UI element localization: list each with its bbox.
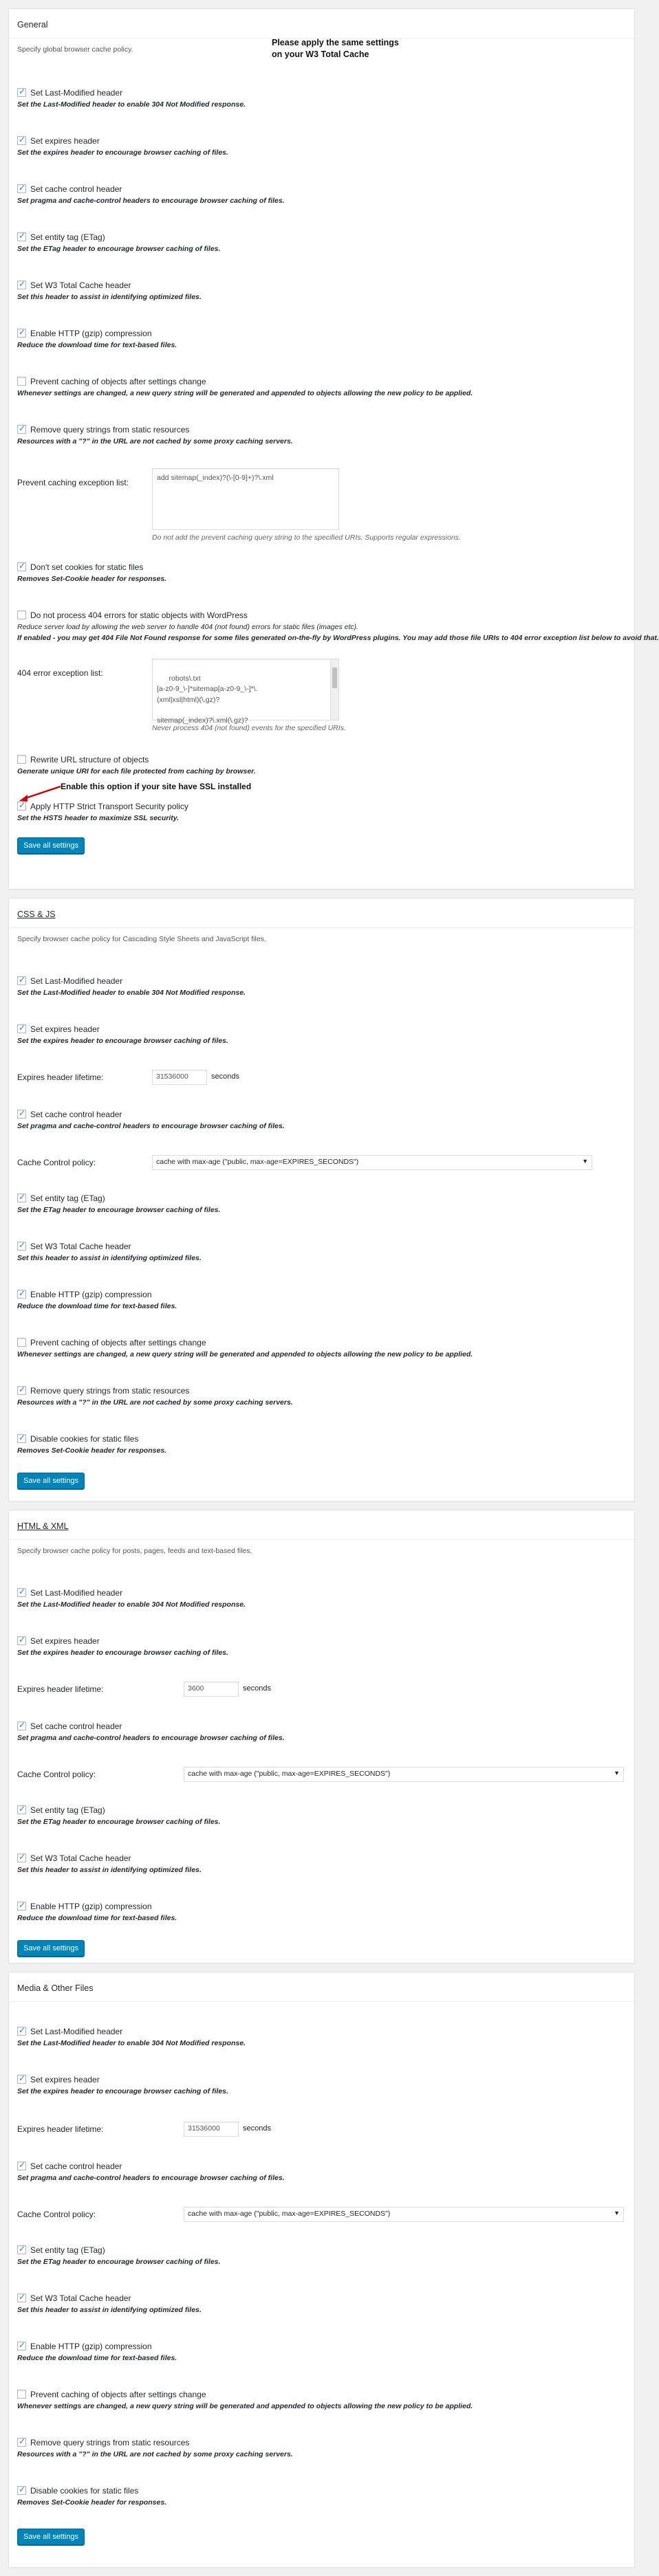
cssjs-prevent-caching-option (17, 1338, 626, 1358)
htmlxml-w3tc-checkbox[interactable] (17, 1853, 26, 1862)
cssjs-policy-label: Cache Control policy: (17, 1158, 96, 1167)
remove-query-label: Remove query strings from static resources (30, 425, 190, 434)
cssjs-cache-control-checkbox[interactable] (17, 1110, 26, 1119)
cache-control-label: Set cache control header (30, 184, 122, 194)
media-last-modified-hint: Set the Last-Modified header to enable 304 Not Modified response. (17, 2039, 246, 2047)
gzip-checkbox[interactable] (17, 329, 26, 338)
cssjs-prevent-caching-checkbox[interactable] (17, 1338, 26, 1347)
rewrite-url-label: Rewrite URL structure of objects (30, 755, 149, 764)
media-w3tc-hint: Set this header to assist in identifying optimized files. (17, 2306, 202, 2314)
htmlxml-policy-value: cache with max-age ("public, max-age=EXPIRES_SECONDS") (188, 1770, 391, 1778)
w3tc-header-option (17, 280, 626, 301)
media-w3tc-label: Set W3 Total Cache header (30, 2293, 131, 2303)
panel-title-htmlxml-text: HTML & XML (17, 1521, 69, 1531)
media-policy-select[interactable] (184, 2207, 624, 2222)
cssjs-cache-control-hint: Set pragma and cache-control headers to encourage browser caching of files. (17, 1122, 285, 1130)
media-cache-control-label: Set cache control header (30, 2161, 122, 2171)
htmlxml-etag-label: Set entity tag (ETag) (30, 1805, 105, 1815)
cssjs-w3tc-checkbox[interactable] (17, 1242, 26, 1251)
cssjs-policy-select[interactable] (152, 1155, 592, 1170)
media-policy-value: cache with max-age ("public, max-age=EXPIRES_SECONDS") (188, 2210, 391, 2218)
annotation-apply-settings: Please apply the same settings on your W3 Total Cache (272, 38, 399, 59)
w3tc-header-label: Set W3 Total Cache header (30, 280, 131, 290)
media-cache-control-option (17, 2161, 626, 2182)
cssjs-expires-option (17, 1024, 626, 1045)
exception-list-label: Prevent caching exception list: (17, 478, 129, 487)
media-gzip-checkbox[interactable] (17, 2342, 26, 2351)
panel-title-cssjs-text: CSS & JS (17, 910, 56, 919)
hsts-option (17, 802, 626, 822)
no-cookies-label: Don't set cookies for static files (30, 562, 144, 572)
media-prevent-caching-option (17, 2390, 626, 2410)
cssjs-expires-label: Set expires header (30, 1024, 100, 1034)
save-settings-button-cssjs[interactable]: Save all settings (17, 1473, 85, 1489)
cssjs-etag-checkbox[interactable] (17, 1193, 26, 1202)
cssjs-panel (8, 898, 635, 1501)
media-remove-query-label: Remove query strings from static resources (30, 2438, 190, 2447)
htmlxml-w3tc-hint: Set this header to assist in identifying optimized files. (17, 1866, 202, 1874)
media-prevent-caching-checkbox[interactable] (17, 2390, 26, 2399)
htmlxml-last-modified-hint: Set the Last-Modified header to enable 304 Not Modified response. (17, 1600, 246, 1609)
htmlxml-expires-label: Set expires header (30, 1636, 100, 1646)
cssjs-remove-query-checkbox[interactable] (17, 1386, 26, 1395)
error-list-note: Never process 404 (not found) events for the specified URIs. (152, 724, 346, 732)
no-404-hint-2: If enabled - you may get 404 File Not Found response for some files generated on-the-fly by WordPress plugins. You may add those file URIs to 404 error exception list below to avoid that. (17, 634, 659, 642)
media-remove-query-checkbox[interactable] (17, 2438, 26, 2447)
media-etag-option (17, 2245, 626, 2266)
media-remove-query-hint: Resources with a "?" in the URL are not cached by some proxy caching servers. (17, 2450, 293, 2458)
cssjs-last-modified-checkbox[interactable] (17, 976, 26, 985)
rewrite-url-checkbox[interactable] (17, 755, 26, 764)
media-expires-option (17, 2075, 626, 2095)
no-404-hint-1: Reduce server load by allowing the web server to handle 404 (not found) errors for static files (images etc). (17, 623, 359, 631)
htmlxml-body (9, 1547, 634, 1952)
error-list-scroll-thumb[interactable] (332, 668, 337, 688)
last-modified-checkbox[interactable] (17, 88, 26, 97)
cssjs-etag-hint: Set the ETag header to encourage browser caching of files. (17, 1206, 221, 1214)
save-settings-button-htmlxml[interactable]: Save all settings (17, 1940, 85, 1957)
htmlxml-lifetime-label: Expires header lifetime: (17, 1684, 104, 1694)
annotation-ssl: Enable this option if your site have SSL installed (61, 782, 252, 791)
cssjs-prevent-caching-label: Prevent caching of objects after settings change (30, 1338, 206, 1347)
rewrite-url-option (17, 755, 626, 775)
cssjs-last-modified-label: Set Last-Modified header (30, 976, 123, 986)
cssjs-policy-value: cache with max-age ("public, max-age=EXPIRES_SECONDS") (156, 1158, 359, 1166)
save-settings-button-general[interactable]: Save all settings (17, 837, 85, 854)
htmlxml-cache-control-option (17, 1721, 626, 1742)
htmlxml-cache-control-checkbox[interactable] (17, 1721, 26, 1730)
cssjs-cookies-option (17, 1434, 626, 1455)
media-expires-label: Set expires header (30, 2075, 100, 2084)
cssjs-cache-control-label: Set cache control header (30, 1110, 122, 1119)
htmlxml-w3tc-label: Set W3 Total Cache header (30, 1853, 131, 1863)
cssjs-expires-checkbox[interactable] (17, 1024, 26, 1033)
cssjs-remove-query-option (17, 1386, 626, 1407)
htmlxml-expires-option (17, 1636, 626, 1657)
cssjs-cookies-label: Disable cookies for static files (30, 1434, 139, 1444)
media-w3tc-option (17, 2293, 626, 2314)
last-modified-hint: Set the Last-Modified header to enable 304 Not Modified response. (17, 100, 246, 109)
gzip-option (17, 329, 626, 349)
cssjs-lifetime-label: Expires header lifetime: (17, 1072, 104, 1082)
no-404-label: Do not process 404 errors for static objects with WordPress (30, 610, 248, 620)
chevron-down-icon: ▼ (614, 1770, 620, 1776)
htmlxml-last-modified-checkbox[interactable] (17, 1588, 26, 1597)
remove-query-hint: Resources with a "?" in the URL are not cached by some proxy caching servers. (17, 437, 293, 445)
error-list-scrollbar[interactable] (330, 659, 338, 720)
rewrite-url-hint: Generate unique URI for each file protected from caching by browser. (17, 767, 256, 775)
media-policy-label: Cache Control policy: (17, 2210, 96, 2219)
htmlxml-last-modified-option (17, 1588, 626, 1609)
cache-control-hint: Set pragma and cache-control headers to encourage browser caching of files. (17, 197, 285, 205)
cssjs-remove-query-label: Remove query strings from static resources (30, 1386, 190, 1396)
cssjs-cookies-checkbox[interactable] (17, 1434, 26, 1443)
prevent-caching-option (17, 377, 626, 397)
exception-list-note: Do not add the prevent caching query string to the specified URIs. Supports regular expressions. (152, 533, 461, 542)
media-last-modified-option (17, 2027, 626, 2047)
cache-control-option (17, 184, 626, 205)
cssjs-w3tc-hint: Set this header to assist in identifying optimized files. (17, 1254, 202, 1262)
cssjs-cookies-hint: Removes Set-Cookie header for responses. (17, 1446, 167, 1455)
htmlxml-gzip-option (17, 1902, 626, 1922)
expires-option (17, 136, 626, 157)
expires-label: Set expires header (30, 136, 100, 146)
error-list-value: robots\.txt [a-z0-9_\-]*sitemap[a-z0-9_\-]*\. (xml|xsl|html)(\.gz)? sitemap(_index)?\.xml(\.gz)? (157, 674, 258, 725)
prevent-caching-checkbox[interactable] (17, 377, 26, 386)
media-last-modified-checkbox[interactable] (17, 2027, 26, 2036)
etag-option (17, 232, 626, 253)
cssjs-cache-control-option (17, 1110, 626, 1130)
prevent-caching-hint: Whenever settings are changed, a new query string will be generated and appended to objects allowing the new policy to be applied. (17, 389, 473, 397)
htmlxml-panel (8, 1510, 635, 1963)
media-lifetime-input[interactable]: 31536000 (184, 2122, 239, 2137)
cssjs-remove-query-hint: Resources with a "?" in the URL are not cached by some proxy caching servers. (17, 1398, 293, 1407)
htmlxml-w3tc-option (17, 1853, 626, 1874)
remove-query-option (17, 425, 626, 445)
htmlxml-expires-hint: Set the expires header to encourage browser caching of files. (17, 1649, 228, 1657)
cssjs-gzip-checkbox[interactable] (17, 1290, 26, 1299)
cssjs-etag-label: Set entity tag (ETag) (30, 1193, 105, 1203)
general-description: Specify global browser cache policy. (17, 45, 133, 54)
media-w3tc-checkbox[interactable] (17, 2293, 26, 2302)
error-list-label: 404 error exception list: (17, 668, 103, 678)
cssjs-etag-option (17, 1193, 626, 1214)
media-etag-hint: Set the ETag header to encourage browser caching of files. (17, 2258, 221, 2266)
media-cookies-option (17, 2486, 626, 2507)
expires-hint: Set the expires header to encourage browser caching of files. (17, 148, 228, 157)
cssjs-w3tc-label: Set W3 Total Cache header (30, 1242, 131, 1251)
htmlxml-description: Specify browser cache policy for posts, pages, feeds and text-based files. (17, 1547, 252, 1555)
gzip-label: Enable HTTP (gzip) compression (30, 329, 152, 338)
no-404-checkbox[interactable] (17, 610, 26, 619)
htmlxml-last-modified-label: Set Last-Modified header (30, 1588, 123, 1598)
no-cookies-checkbox[interactable] (17, 562, 26, 571)
prevent-caching-label: Prevent caching of objects after settings change (30, 377, 206, 386)
cssjs-last-modified-option (17, 976, 626, 997)
cssjs-seconds-label: seconds (211, 1072, 239, 1081)
cssjs-description: Specify browser cache policy for Cascading Style Sheets and JavaScript files. (17, 935, 266, 943)
cssjs-gzip-hint: Reduce the download time for text-based files. (17, 1302, 177, 1310)
chevron-down-icon: ▼ (614, 2210, 620, 2216)
media-cache-control-checkbox[interactable] (17, 2161, 26, 2170)
htmlxml-gzip-label: Enable HTTP (gzip) compression (30, 1902, 152, 1911)
htmlxml-etag-checkbox[interactable] (17, 1805, 26, 1814)
media-panel (8, 1972, 635, 2568)
htmlxml-policy-select[interactable] (184, 1767, 624, 1782)
htmlxml-etag-hint: Set the ETag header to encourage browser caching of files. (17, 1818, 221, 1826)
media-prevent-caching-label: Prevent caching of objects after settings change (30, 2390, 206, 2399)
media-seconds-label: seconds (243, 2124, 271, 2133)
media-cookies-label: Disable cookies for static files (30, 2486, 139, 2496)
gzip-hint: Reduce the download time for text-based files. (17, 341, 177, 349)
media-etag-checkbox[interactable] (17, 2245, 26, 2254)
media-expires-checkbox[interactable] (17, 2075, 26, 2084)
last-modified-label: Set Last-Modified header (30, 88, 123, 98)
no-cookies-hint: Removes Set-Cookie header for responses. (17, 575, 167, 583)
htmlxml-cache-control-hint: Set pragma and cache-control headers to encourage browser caching of files. (17, 1734, 285, 1742)
expires-checkbox[interactable] (17, 136, 26, 145)
htmlxml-gzip-hint: Reduce the download time for text-based files. (17, 1914, 177, 1922)
no-404-option (17, 610, 659, 642)
w3tc-header-hint: Set this header to assist in identifying optimized files. (17, 293, 202, 301)
annotation-arrow-icon (18, 784, 62, 804)
etag-label: Set entity tag (ETag) (30, 232, 105, 242)
etag-hint: Set the ETag header to encourage browser caching of files. (17, 245, 221, 253)
general-panel (8, 8, 659, 890)
panel-title-cssjs (9, 899, 634, 928)
last-modified-option (17, 88, 626, 109)
htmlxml-cache-control-label: Set cache control header (30, 1721, 122, 1731)
cssjs-w3tc-option (17, 1242, 626, 1262)
media-cache-control-hint: Set pragma and cache-control headers to encourage browser caching of files. (17, 2174, 285, 2182)
media-etag-label: Set entity tag (ETag) (30, 2245, 105, 2255)
cssjs-gzip-label: Enable HTTP (gzip) compression (30, 1290, 152, 1299)
panel-title-general: General (9, 9, 634, 38)
htmlxml-etag-option (17, 1805, 626, 1826)
htmlxml-gzip-checkbox[interactable] (17, 1902, 26, 1911)
error-list-textarea[interactable] (152, 659, 339, 725)
htmlxml-seconds-label: seconds (243, 1684, 271, 1693)
exception-list-textarea[interactable]: add sitemap(_index)?(\-[0-9]+)?\.xml (152, 468, 339, 530)
media-expires-hint: Set the expires header to encourage browser caching of files. (17, 2087, 228, 2095)
cssjs-prevent-caching-hint: Whenever settings are changed, a new query string will be generated and appended to objects allowing the new policy to be applied. (17, 1350, 473, 1358)
cssjs-last-modified-hint: Set the Last-Modified header to enable 304 Not Modified response. (17, 989, 246, 997)
htmlxml-expires-checkbox[interactable] (17, 1636, 26, 1645)
htmlxml-policy-label: Cache Control policy: (17, 1770, 96, 1779)
media-gzip-option (17, 2342, 626, 2362)
hsts-hint: Set the HSTS header to maximize SSL security. (17, 814, 180, 822)
etag-checkbox[interactable] (17, 232, 26, 241)
cache-control-checkbox[interactable] (17, 184, 26, 193)
media-lifetime-label: Expires header lifetime: (17, 2124, 104, 2134)
cssjs-expires-hint: Set the expires header to encourage browser caching of files. (17, 1037, 228, 1045)
no-cookies-option (17, 562, 626, 583)
remove-query-checkbox[interactable] (17, 425, 26, 434)
panel-title-media: Media & Other Files (9, 1972, 634, 2002)
chevron-down-icon: ▼ (582, 1158, 588, 1165)
media-last-modified-label: Set Last-Modified header (30, 2027, 123, 2036)
cssjs-gzip-option (17, 1290, 626, 1310)
save-settings-button-media[interactable]: Save all settings (17, 2529, 85, 2545)
hsts-label: Apply HTTP Strict Transport Security policy (30, 802, 188, 811)
media-cookies-hint: Removes Set-Cookie header for responses. (17, 2498, 167, 2507)
media-prevent-caching-hint: Whenever settings are changed, a new query string will be generated and appended to objects allowing the new policy to be applied. (17, 2402, 473, 2410)
panel-title-htmlxml (9, 1510, 634, 1540)
media-cookies-checkbox[interactable] (17, 2486, 26, 2495)
htmlxml-lifetime-input[interactable]: 3600 (184, 1682, 239, 1697)
media-remove-query-option (17, 2438, 626, 2458)
media-gzip-label: Enable HTTP (gzip) compression (30, 2342, 152, 2351)
w3tc-header-checkbox[interactable] (17, 280, 26, 289)
cssjs-body (9, 935, 634, 1485)
media-gzip-hint: Reduce the download time for text-based files. (17, 2354, 177, 2362)
cssjs-lifetime-input[interactable]: 31536000 (152, 1070, 207, 1085)
